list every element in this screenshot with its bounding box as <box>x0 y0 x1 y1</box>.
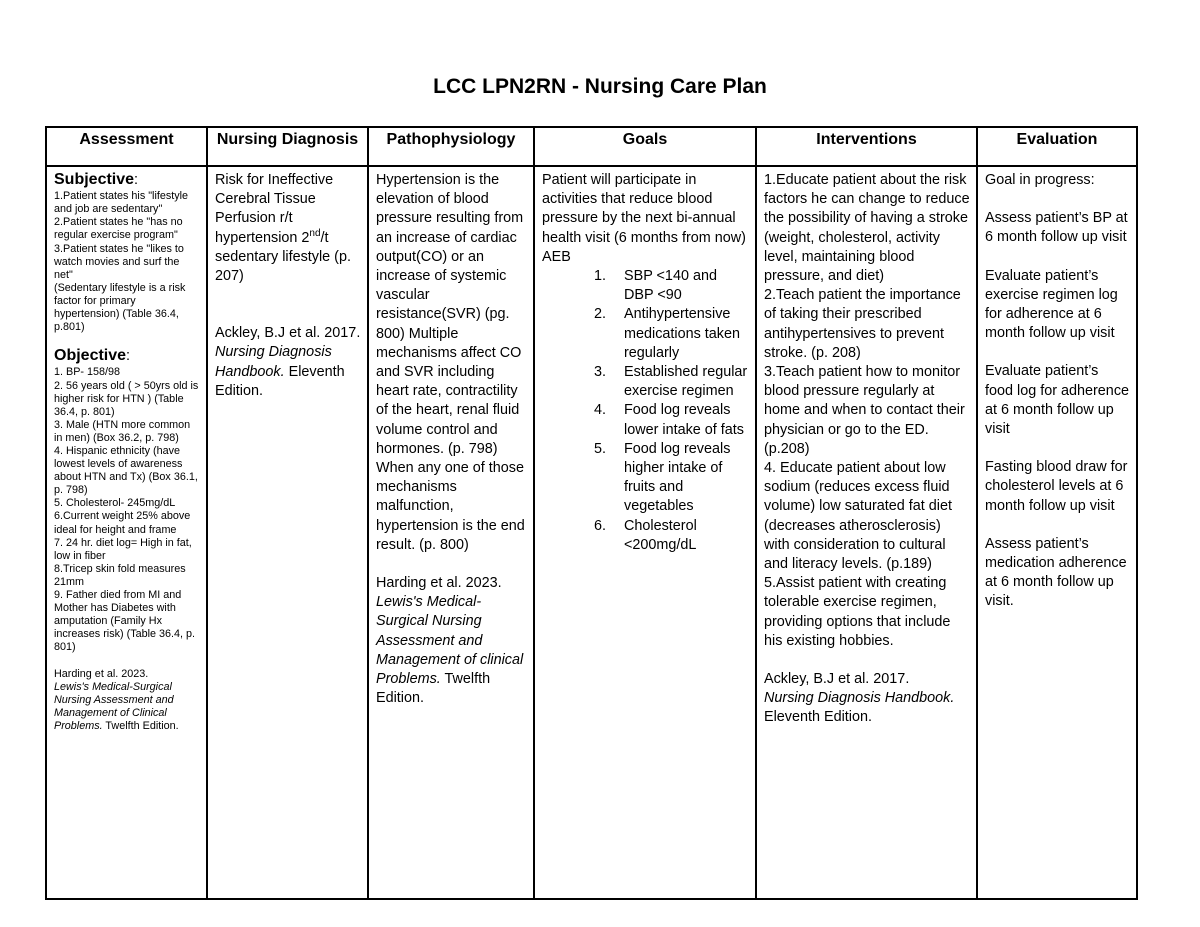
objective-list <box>54 366 200 654</box>
list-item: 2.Patient states he "has no regular exercise program" <box>54 216 183 242</box>
pathophysiology-reference <box>376 574 527 708</box>
header-nursing-diagnosis: Nursing Diagnosis <box>207 127 368 166</box>
list-item: 4. Hispanic ethnicity (have lowest levels of awareness about HTN and Tx) (Box 36.1, p. 798) <box>54 445 198 497</box>
reference-title: Nursing Diagnosis Handbook. <box>764 690 955 707</box>
reference-authors: Ackley, B.J et al. 2017. <box>215 325 361 342</box>
list-item: 7. 24 hr. diet log= High in fat, low in fiber <box>54 536 192 562</box>
list-item: 8.Tricep skin fold measures 21mm <box>54 562 186 588</box>
list-item: (Sedentary lifestyle is a risk factor for primary hypertension) (Table 36.4, p.801) <box>54 281 186 334</box>
list-item: 2.Teach patient the importance of taking their prescribed antihypertensives to prevent stroke. (p. 208) <box>764 287 961 361</box>
interventions-cell <box>756 166 977 899</box>
list-item: 3. Male (HTN more common in men) (Box 36.2, p. 798) <box>54 418 191 444</box>
list-item: 2. Antihypertensive medications taken regularly <box>594 306 740 361</box>
header-assessment: Assessment <box>46 127 207 166</box>
header-pathophysiology: Pathophysiology <box>368 127 534 166</box>
list-item: 1.Patient states his "lifestyle and job are sedentary" <box>54 190 189 216</box>
objective-heading: Objective <box>54 347 127 365</box>
list-item: 3. Established regular exercise regimen <box>594 364 748 400</box>
diagnosis-text: Risk for Ineffective Cerebral Tissue Perfusion r/t hypertension 2nd/t sedentary lifestyle (p. 207) <box>215 172 351 285</box>
assessment-cell <box>46 166 207 899</box>
assessment-reference <box>54 668 200 733</box>
list-item: 4. Educate patient about low sodium (reduces excess fluid volume) low saturated fat diet (decreases atherosclerosis) with consideration to cultural and literacy levels. (p.189) <box>764 460 952 573</box>
list-item: 1. SBP <140 and DBP <90 <box>594 268 717 304</box>
list-item: 5. Food log reveals higher intake of fruits and vegetables <box>594 440 731 515</box>
table-row <box>46 166 1137 899</box>
list-item: Fasting blood draw for cholesterol levels at 6 month follow up visit <box>985 459 1128 514</box>
subjective-list <box>54 190 200 334</box>
list-item: 5. Cholesterol- 245mg/dL <box>54 497 176 510</box>
diagnosis-cell <box>207 166 368 899</box>
list-item: 6. Cholesterol <200mg/dL <box>594 517 697 553</box>
subjective-colon: : <box>134 172 139 188</box>
reference-authors: Harding et al. 2023. <box>376 575 502 592</box>
reference-authors: Ackley, B.J et al. 2017. <box>764 671 910 688</box>
list-item: 3.Teach patient how to monitor blood pressure regularly at home and when to contact their physician or go to the ED. (p.208) <box>764 364 965 457</box>
list-item: Assess patient’s medication adherence at 6 month follow up visit. <box>985 535 1127 610</box>
goals-list <box>542 267 749 555</box>
list-item: 4. Food log reveals lower intake of fats <box>594 402 744 438</box>
subjective-heading: Subjective <box>54 171 135 188</box>
reference-title: Lewis's Medical-Surgical Nursing Assessment and Management of clinical Problems. <box>376 594 524 688</box>
page-title: LCC LPN2RN - Nursing Care Plan <box>433 75 767 98</box>
list-item: 1.Educate patient about the risk factors he can change to reduce the possibility of having a stroke (weight, cholesterol, activity level, maintaining blood pressure, and diet) <box>764 172 970 285</box>
list-item: Assess patient’s BP at 6 month follow up visit <box>985 210 1128 246</box>
reference-edition: Twelfth Edition. <box>376 671 491 707</box>
list-item: 2. 56 years old ( > 50yrs old is higher risk for HTN ) (Table 36.4, p. 801) <box>54 379 199 418</box>
goals-intro: Patient will participate in activities that reduce blood pressure by the next bi-annual health visit (6 months from now) AEB <box>542 172 746 265</box>
reference-title: Nursing Diagnosis Handbook. <box>215 344 332 380</box>
list-item: Evaluate patient’s food log for adherence at 6 month follow up visit <box>985 363 1130 438</box>
reference-edition: Twelfth Edition. <box>102 719 179 732</box>
list-item: 5.Assist patient with creating tolerable exercise regimen, providing options that include his existing hobbies. <box>764 575 951 649</box>
reference-edition: Eleventh Edition. <box>764 709 873 726</box>
pathophysiology-cell <box>368 166 534 899</box>
reference-title: Lewis's Medical-Surgical Nursing Assessment and Management of Clinical Problems. <box>54 680 174 732</box>
diagnosis-reference <box>215 324 361 401</box>
header-interventions: Interventions <box>756 127 977 166</box>
list-item: 1. BP- 158/98 <box>54 366 121 379</box>
care-plan-table <box>45 126 1138 900</box>
list-item: Evaluate patient’s exercise regimen log for adherence at 6 month follow up visit <box>985 267 1118 342</box>
list-item: 9. Father died from MI and Mother has Diabetes with amputation (Family Hx increases risk) (Table 36.4, p. 801) <box>54 589 196 654</box>
header-goals: Goals <box>534 127 756 166</box>
objective-colon: : <box>126 348 131 365</box>
pathophysiology-text: Hypertension is the elevation of blood pressure resulting from an increase of cardiac output(CO) or an increase of systemic vascular resistance(SVR) (pg. 800) Multiple mechanisms affect CO and SVR including heart rate, contractility of the heart, renal fluid volume control and hormones. (p. 798) When any one of those mechanisms malfunction, hypertension is the end result. (p. 800) <box>376 172 525 553</box>
list-item: 6.Current weight 25% above ideal for height and frame <box>54 510 191 536</box>
list-item: Goal in progress: <box>985 172 1095 188</box>
header-evaluation: Evaluation <box>977 127 1137 166</box>
goals-cell <box>534 166 756 899</box>
table-header-row <box>46 127 1137 166</box>
interventions-reference <box>764 670 970 728</box>
reference-authors: Harding et al. 2023. <box>54 667 149 680</box>
list-item: 3.Patient states he "likes to watch movies and surf the net" <box>54 242 184 281</box>
evaluation-cell <box>977 166 1137 899</box>
reference-edition: Eleventh Edition. <box>215 363 345 399</box>
